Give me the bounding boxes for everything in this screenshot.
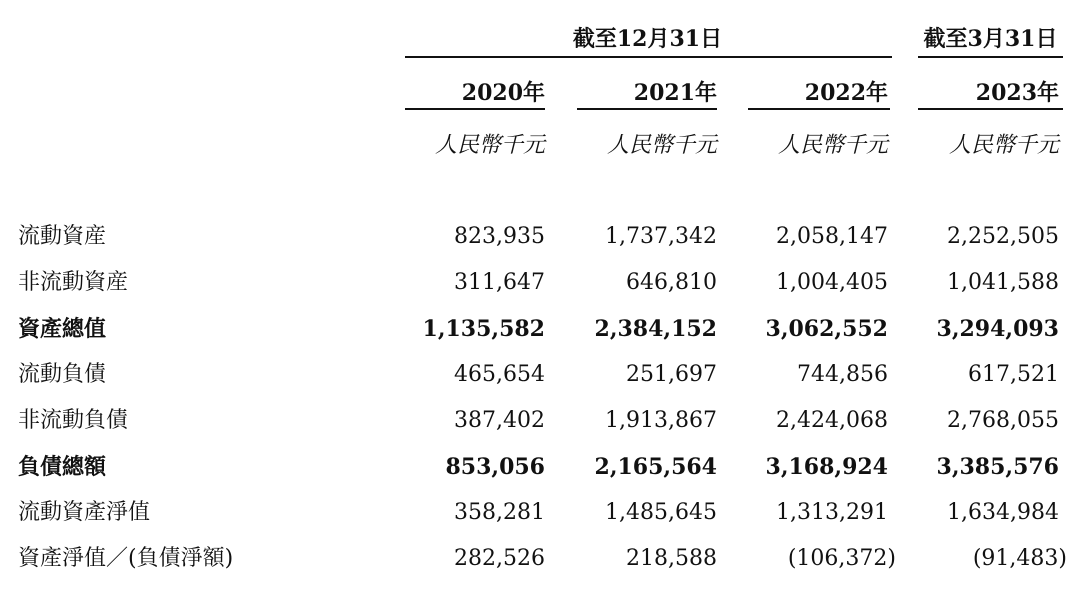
cell-2020: 1,135,582 bbox=[422, 316, 545, 342]
unit-label-2020: 人民幣千元 bbox=[434, 133, 545, 158]
row-label: 負債總額 bbox=[18, 454, 107, 480]
cell-2021: 1,913,867 bbox=[605, 408, 717, 433]
unit-label-2023: 人民幣千元 bbox=[948, 133, 1059, 158]
table-row-net-current-assets bbox=[0, 493, 1080, 533]
cell-2023: 1,634,984 bbox=[947, 500, 1059, 525]
year-header-2022: 2022年 bbox=[804, 80, 888, 106]
year-header-2020: 2020年 bbox=[461, 80, 545, 106]
cell-2023: 2,768,055 bbox=[947, 408, 1059, 433]
table-row-non-current-assets bbox=[0, 263, 1080, 303]
cell-2020: 387,402 bbox=[454, 408, 545, 433]
table-row-total-liabilities bbox=[0, 447, 1080, 487]
table-row-current-assets bbox=[0, 217, 1080, 257]
unit-label-2022: 人民幣千元 bbox=[777, 133, 888, 158]
group-divider-dec bbox=[405, 56, 892, 58]
row-label: 流動資產淨值 bbox=[18, 500, 151, 525]
year-underline-2020 bbox=[405, 108, 545, 110]
cell-2023: 3,385,576 bbox=[936, 454, 1059, 480]
cell-2020: 853,056 bbox=[445, 454, 545, 480]
year-header-2023: 2023年 bbox=[975, 80, 1059, 106]
unit-label-2021: 人民幣千元 bbox=[606, 133, 717, 158]
cell-2022: 744,856 bbox=[797, 362, 888, 387]
cell-2020: 823,935 bbox=[454, 224, 545, 249]
cell-2020: 311,647 bbox=[454, 270, 545, 295]
year-underline-2023 bbox=[918, 108, 1063, 110]
group-divider-mar bbox=[918, 56, 1063, 58]
cell-2021: 251,697 bbox=[626, 362, 717, 387]
row-label: 資產總值 bbox=[18, 316, 107, 342]
group-header-mar-31: 截至3月31日 bbox=[923, 26, 1058, 52]
cell-2021: 2,384,152 bbox=[594, 316, 717, 342]
year-underline-2022 bbox=[748, 108, 890, 110]
cell-2021: 1,485,645 bbox=[605, 500, 717, 525]
year-underline-2021 bbox=[577, 108, 717, 110]
cell-2023: 3,294,093 bbox=[936, 316, 1059, 342]
cell-2022: 2,424,068 bbox=[776, 408, 888, 433]
table-row-net-assets-liabilities bbox=[0, 539, 1080, 579]
cell-2020: 465,654 bbox=[454, 362, 545, 387]
cell-2021: 218,588 bbox=[626, 546, 717, 571]
cell-2022: 1,313,291 bbox=[776, 500, 888, 525]
cell-2023: 2,252,505 bbox=[947, 224, 1059, 249]
row-label: 非流動資産 bbox=[18, 270, 129, 295]
row-label: 流動負債 bbox=[18, 362, 107, 387]
row-label: 流動資産 bbox=[18, 224, 107, 249]
table-row-current-liabilities bbox=[0, 355, 1080, 395]
cell-2023: 617,521 bbox=[968, 362, 1059, 387]
cell-2022: 3,062,552 bbox=[765, 316, 888, 342]
cell-2020: 358,281 bbox=[454, 500, 545, 525]
row-label: 資產淨值／(負債淨額) bbox=[18, 546, 234, 571]
row-label: 非流動負債 bbox=[18, 408, 129, 433]
cell-2022: (106,372) bbox=[787, 546, 896, 571]
cell-2020: 282,526 bbox=[454, 546, 545, 571]
cell-2022: 1,004,405 bbox=[776, 270, 888, 295]
year-header-2021: 2021年 bbox=[633, 80, 717, 106]
cell-2022: 3,168,924 bbox=[765, 454, 888, 480]
group-header-dec-31: 截至12月31日 bbox=[572, 26, 723, 52]
cell-2023: (91,483) bbox=[972, 546, 1067, 571]
cell-2021: 1,737,342 bbox=[605, 224, 717, 249]
cell-2023: 1,041,588 bbox=[947, 270, 1059, 295]
table-row-non-current-liabilities bbox=[0, 401, 1080, 441]
cell-2022: 2,058,147 bbox=[776, 224, 888, 249]
cell-2021: 2,165,564 bbox=[594, 454, 717, 480]
table-row-total-assets bbox=[0, 309, 1080, 349]
cell-2021: 646,810 bbox=[626, 270, 717, 295]
